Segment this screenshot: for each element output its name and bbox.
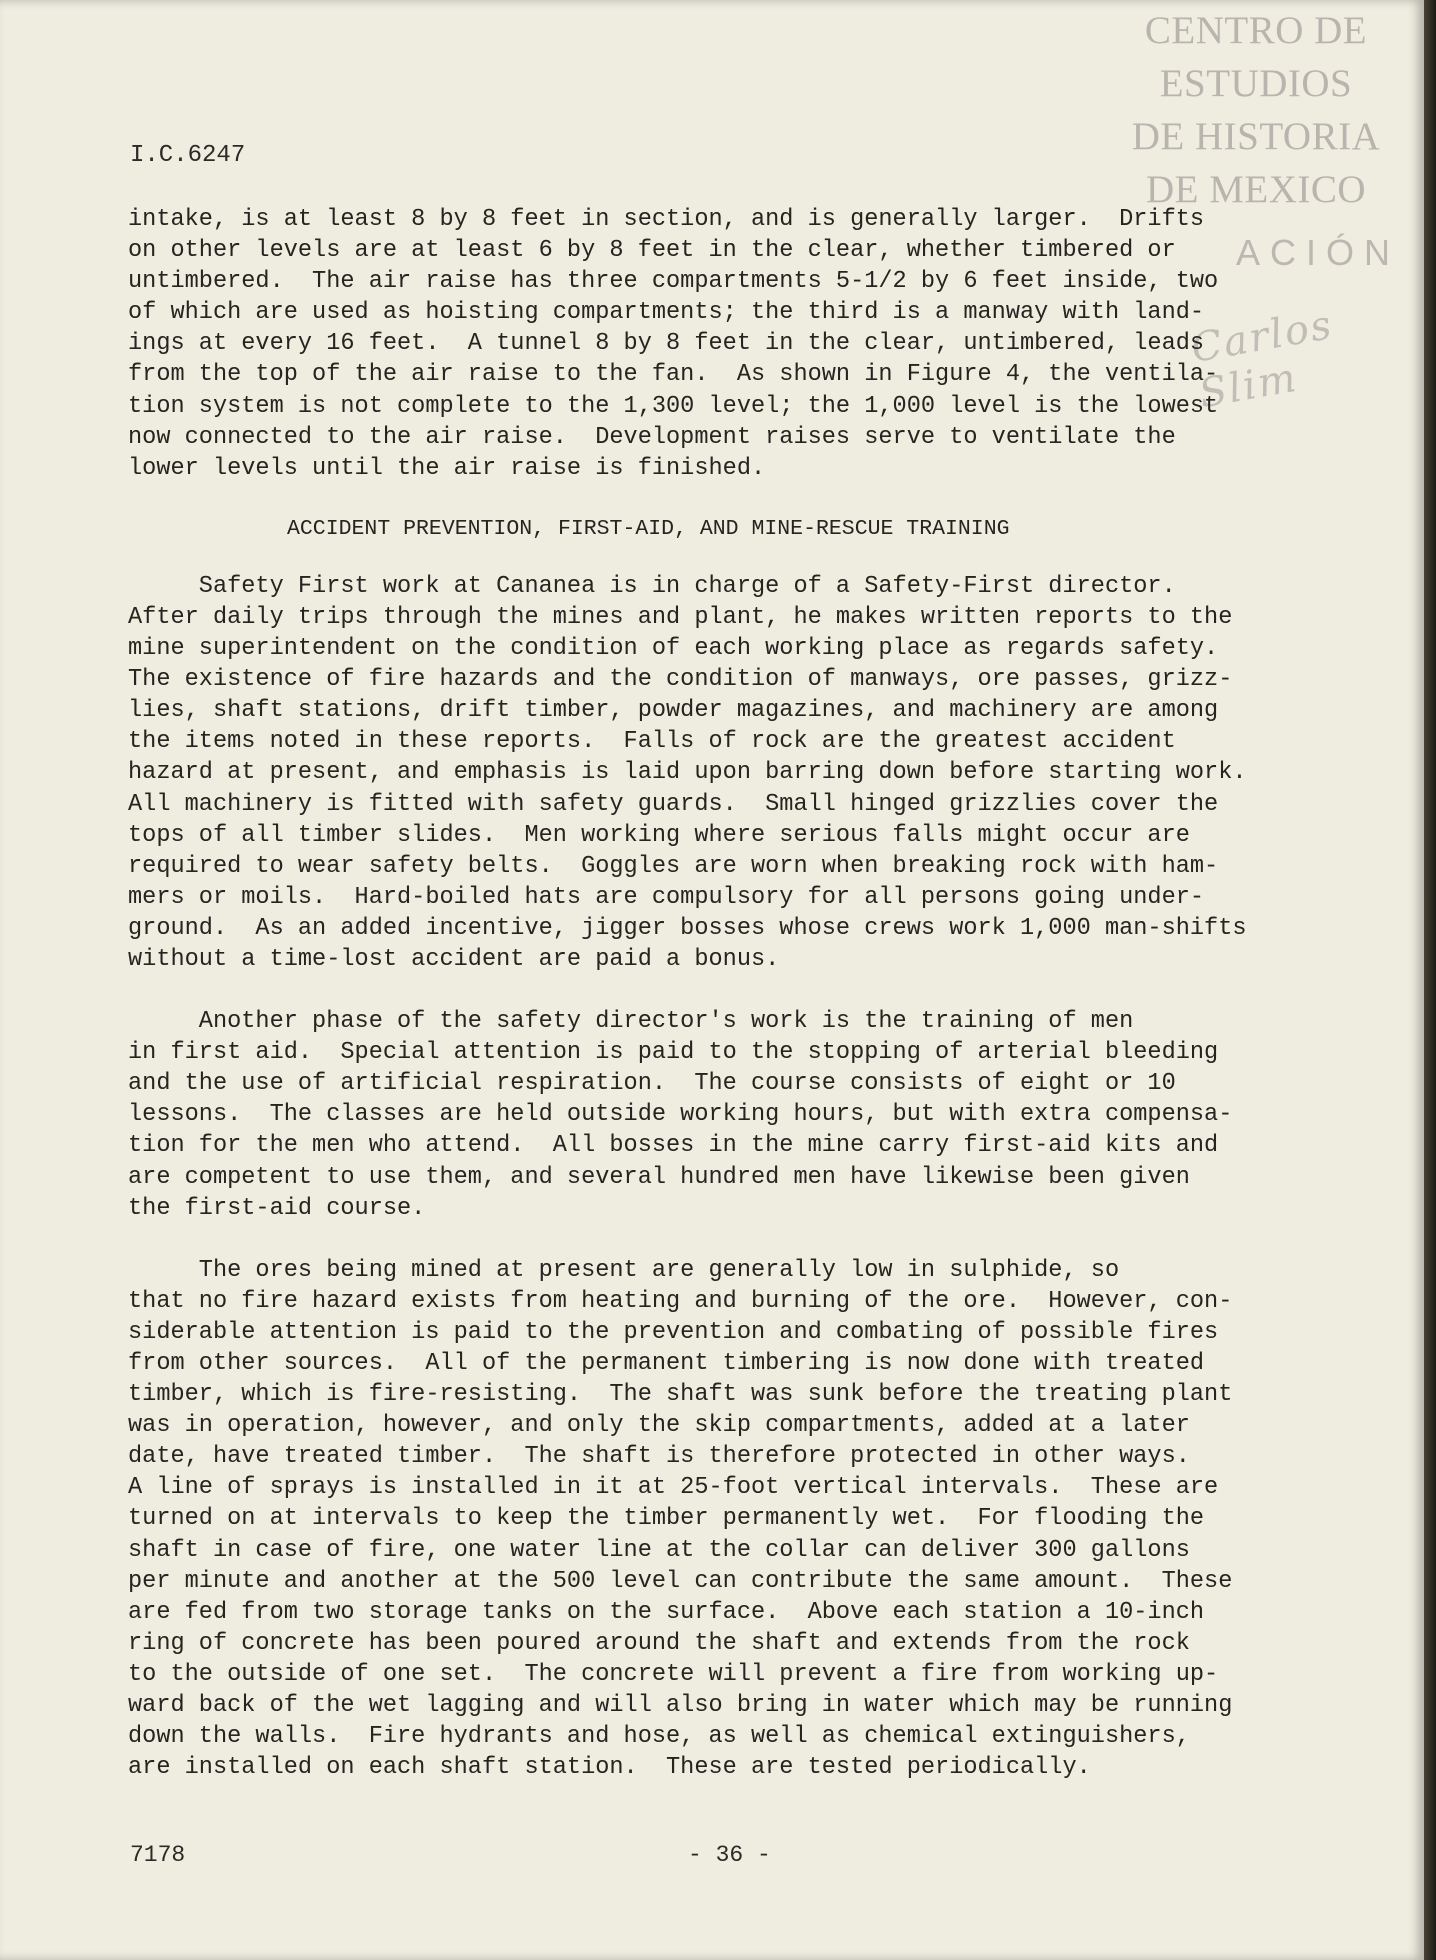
watermark-line: ESTUDIOS — [1159, 62, 1353, 105]
paragraph-intro — [128, 204, 1390, 484]
text-line: mers or moils. Hard-boiled hats are compulsory for all persons going under- — [128, 883, 1205, 911]
text-line: lies, shaft stations, drift timber, powder magazines, and machinery are among — [128, 697, 1219, 725]
document-id: I.C.6247 — [130, 142, 246, 169]
text-line: lower levels until the air raise is finished. — [128, 454, 766, 482]
text-line: ring of concrete has been poured around the shaft and extends from the rock — [128, 1629, 1190, 1657]
paragraph-safety — [128, 571, 1390, 975]
text-line: ward back of the wet lagging and will also bring in water which may be running — [128, 1692, 1233, 1720]
page-number: - 36 - — [688, 1842, 771, 1868]
text-line: intake, is at least 8 by 8 feet in section, and is generally larger. Drifts — [128, 206, 1205, 233]
text-line: without a time-lost accident are paid a bonus. — [128, 945, 780, 973]
watermark-side-text: ACIÓN — [1236, 232, 1401, 273]
text-line: tion system is not complete to the 1,300 level; the 1,000 level is the lowest — [128, 392, 1219, 420]
text-line: A line of sprays is installed in it at 25-foot vertical intervals. These are — [128, 1474, 1219, 1502]
watermark-line: DE HISTORIA — [1131, 115, 1381, 158]
text-line: timber, which is fire-resisting. The shaft was sunk before the treating plant — [128, 1381, 1233, 1409]
text-line: on other levels are at least 6 by 8 feet in the clear, whether timbered or — [128, 237, 1176, 265]
text-line: are competent to use them, and several hundred men have likewise been given — [128, 1163, 1190, 1191]
text-line: Another phase of the safety director's work is the training of men — [128, 1008, 1134, 1036]
watermark-signature: Carlos Slim — [1187, 301, 1337, 418]
text-line: All machinery is fitted with safety guards. Small hinged grizzlies cover the — [128, 790, 1219, 818]
paragraph-first-aid — [128, 1006, 1390, 1224]
text-line: mine superintendent on the condition of each working place as regards safety. — [128, 635, 1219, 663]
paragraph-spacer — [128, 975, 1390, 1006]
text-line: that no fire hazard exists from heating and burning of the ore. However, con- — [128, 1287, 1233, 1315]
text-line: The existence of fire hazards and the condition of manways, ore passes, grizz- — [128, 666, 1233, 694]
text-line: date, have treated timber. The shaft is therefore protected in other ways. — [128, 1443, 1190, 1471]
text-line: lessons. The classes are held outside working hours, but with extra compensa- — [128, 1101, 1233, 1129]
text-line: from the top of the air raise to the fan. As shown in Figure 4, the ventila- — [128, 361, 1219, 389]
text-line: are fed from two storage tanks on the surface. Above each station a 10-inch — [128, 1598, 1205, 1626]
paragraph-fire — [128, 1255, 1390, 1784]
text-line: hazard at present, and emphasis is laid upon barring down before starting work. — [128, 759, 1247, 787]
text-line: in first aid. Special attention is paid to the stopping of arterial bleeding — [128, 1039, 1219, 1067]
text-line: was in operation, however, and only the skip compartments, added at a later — [128, 1412, 1190, 1440]
text-line: now connected to the air raise. Development raises serve to ventilate the — [128, 423, 1176, 451]
text-line: per minute and another at the 500 level can contribute the same amount. These — [128, 1567, 1233, 1595]
text-line: shaft in case of fire, one water line at the collar can deliver 300 gallons — [128, 1536, 1190, 1564]
text-line: and the use of artificial respiration. The course consists of eight or 10 — [128, 1070, 1176, 1098]
text-line: The ores being mined at present are generally low in sulphide, so — [128, 1256, 1120, 1284]
report-number: 7178 — [130, 1842, 186, 1868]
text-line: from other sources. All of the permanent timbering is now done with treated — [128, 1350, 1205, 1377]
watermark-line: DE MEXICO — [1145, 168, 1367, 211]
text-line: After daily trips through the mines and plant, he makes written reports to the — [128, 603, 1233, 631]
archive-watermark — [1106, 4, 1406, 216]
section-heading: ACCIDENT PREVENTION, FIRST-AID, AND MINE-RESCUE TRAINING — [287, 516, 1010, 541]
text-line: the items noted in these reports. Falls of rock are the greatest accident — [128, 728, 1176, 756]
text-line: to the outside of one set. The concrete will prevent a fire from working up- — [128, 1660, 1219, 1688]
watermark-line: CENTRO DE — [1144, 9, 1368, 52]
text-line: ings at every 16 feet. A tunnel 8 by 8 feet in the clear, untimbered, leads — [128, 330, 1205, 358]
text-line: siderable attention is paid to the prevention and combating of possible fires — [128, 1318, 1219, 1346]
text-line: tion for the men who attend. All bosses in the mine carry first-aid kits and — [128, 1132, 1219, 1160]
text-line: down the walls. Fire hydrants and hose, as well as chemical extinguishers, — [128, 1723, 1190, 1751]
text-line: turned on at intervals to keep the timber permanently wet. For flooding the — [128, 1505, 1205, 1533]
text-line: tops of all timber slides. Men working where serious falls might occur are — [128, 821, 1190, 849]
text-line: the first-aid course. — [128, 1194, 426, 1222]
document-body — [128, 204, 1390, 1783]
paragraph-spacer — [128, 1224, 1390, 1255]
page-edge-shadow — [1424, 0, 1436, 1960]
text-line: of which are used as hoisting compartments; the third is a manway with land- — [128, 299, 1205, 327]
text-line: Safety First work at Cananea is in charge of a Safety-First director. — [128, 572, 1176, 600]
text-line: are installed on each shaft station. These are tested periodically. — [128, 1754, 1091, 1782]
text-line: required to wear safety belts. Goggles are worn when breaking rock with ham- — [128, 852, 1219, 880]
text-line: untimbered. The air raise has three compartments 5-1/2 by 6 feet inside, two — [128, 268, 1219, 296]
text-line: ground. As an added incentive, jigger bosses whose crews work 1,000 man-shifts — [128, 914, 1247, 942]
